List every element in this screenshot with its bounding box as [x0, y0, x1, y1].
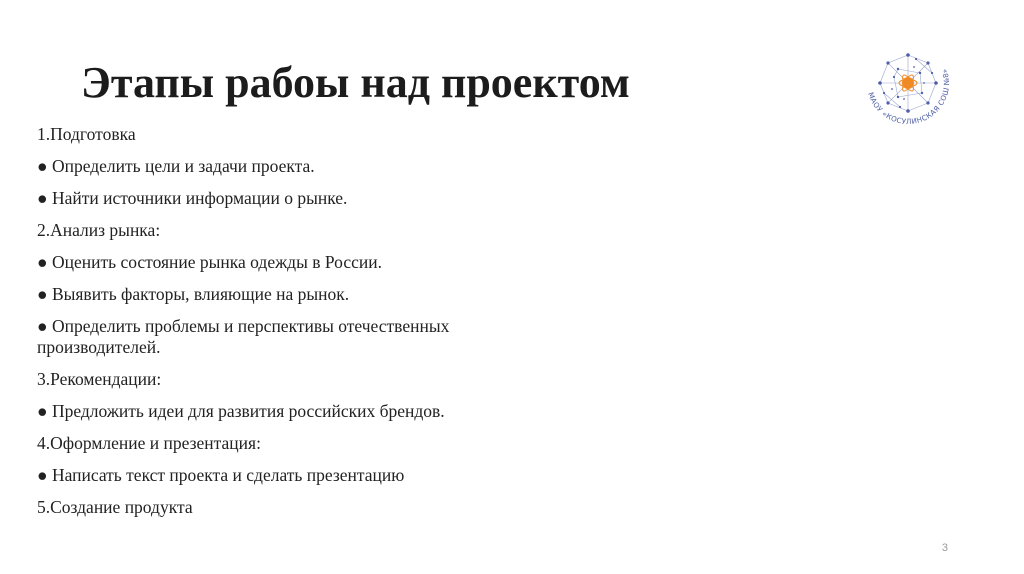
bullet-item: ● Предложить идеи для развития российских брендов. — [37, 401, 445, 421]
slide-content — [37, 124, 597, 529]
section-heading-recommendations: 3.Рекомендации: — [37, 369, 162, 389]
bullet-item: ● Оценить состояние рынка одежды в России. — [37, 252, 382, 272]
page-number: 3 — [941, 542, 948, 554]
bullet-item: ● Написать текст проекта и сделать презентацию — [37, 465, 405, 485]
slide-title: Этапы рабоы над проектом — [81, 58, 630, 107]
school-emblem-icon — [858, 33, 958, 133]
logo-text: МАОУ «КОСУЛИНСКАЯ СОШ №8» — [866, 67, 952, 127]
bullet-item: ● Выявить факторы, влияющие на рынок. — [37, 284, 350, 304]
section-heading-product: 5.Создание продукта — [37, 497, 193, 517]
bullet-item: ● Определить проблемы и перспективы отечественных производителей. — [37, 316, 450, 357]
bullet-item: ● Определить цели и задачи проекта. — [37, 156, 315, 176]
bullet-item: ● Найти источники информации о рынке. — [37, 188, 348, 208]
section-heading-market-analysis: 2.Анализ рынка: — [37, 220, 161, 240]
section-heading-presentation: 4.Оформление и презентация: — [37, 433, 261, 453]
section-heading-preparation: 1.Подготовка — [37, 124, 136, 144]
